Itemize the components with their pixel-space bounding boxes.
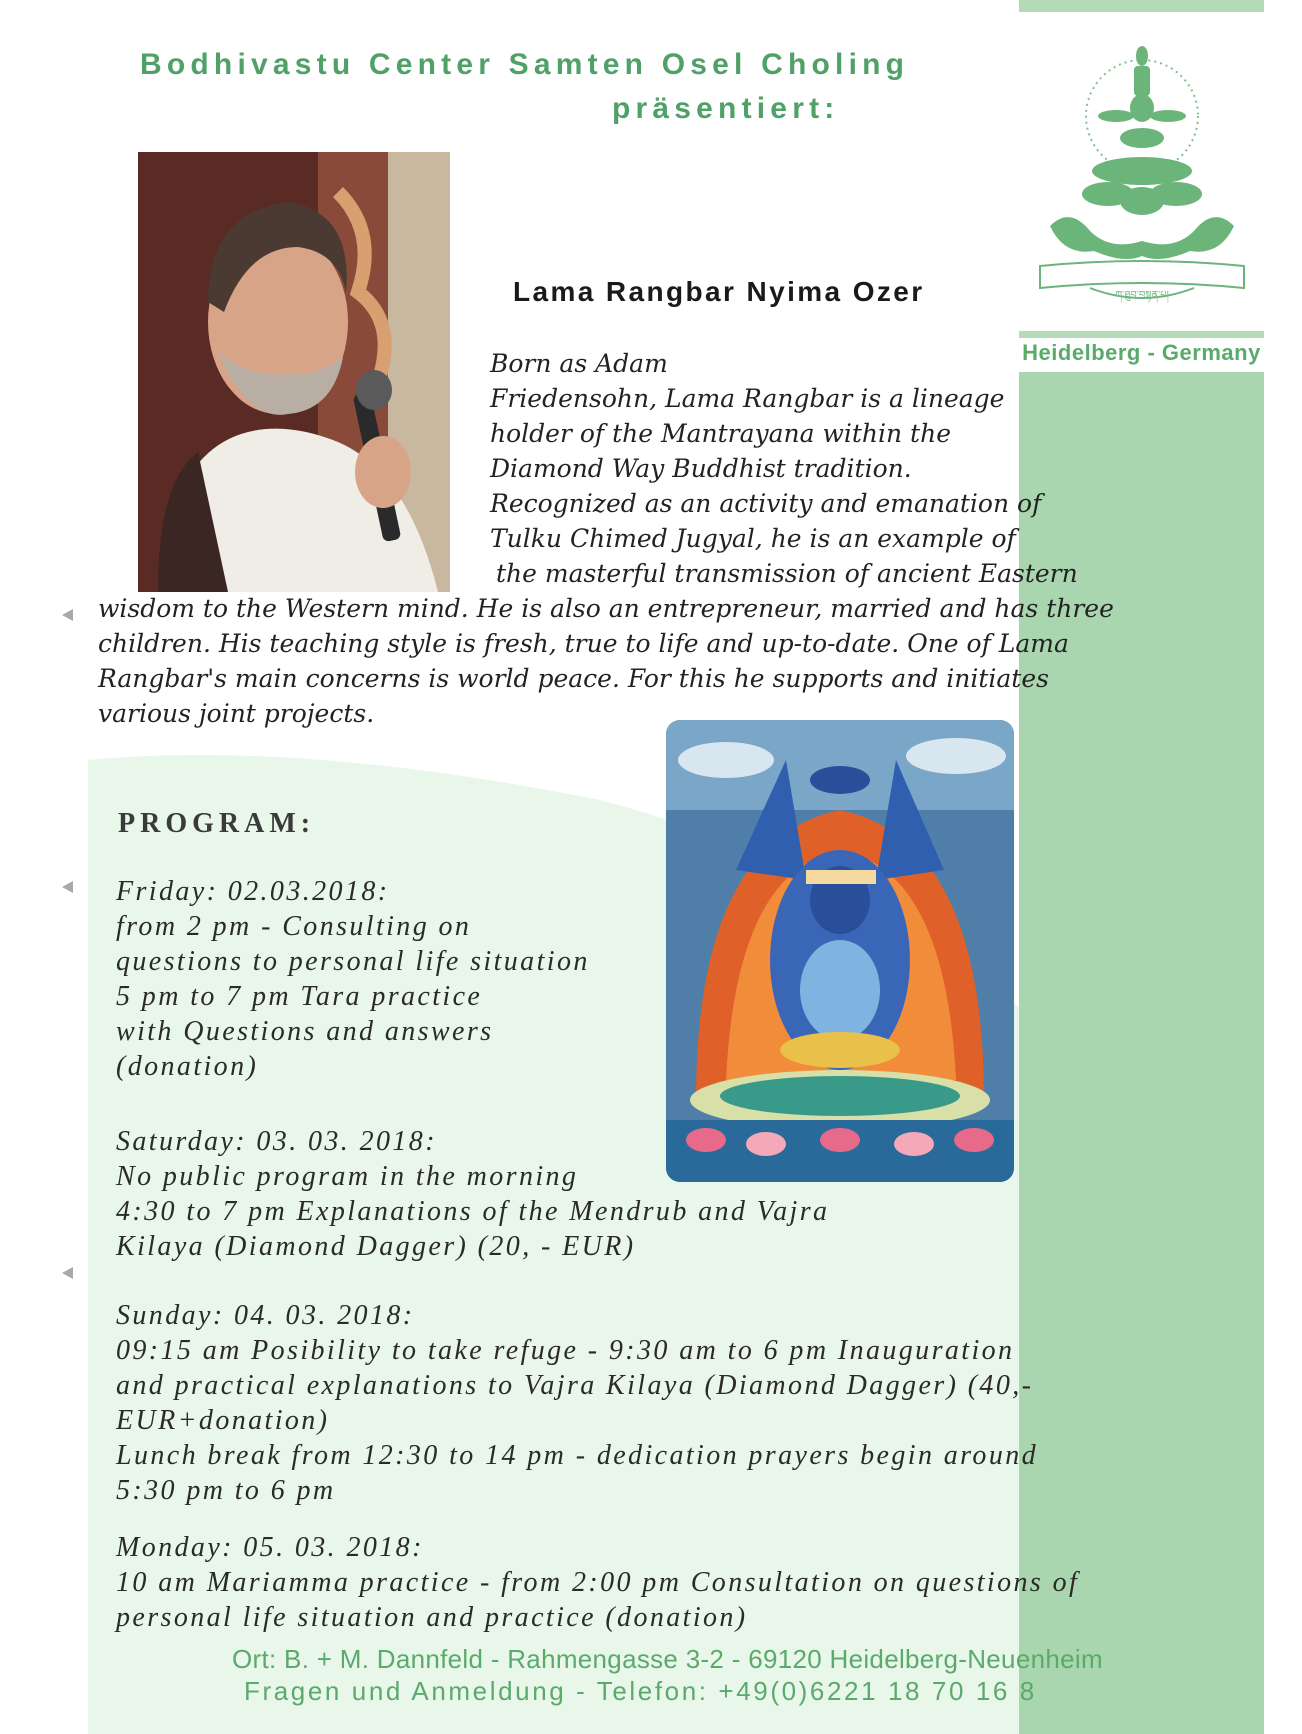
program-friday-line: (donation) — [116, 1051, 259, 1082]
bio-line: wisdom to the Western mind. He is also an entrepreneur, married and has three — [98, 594, 1114, 623]
program-title: PROGRAM: — [118, 808, 316, 839]
left-arrow-icon — [62, 1267, 73, 1279]
contact-line: Fragen und Anmeldung - Telefon: +49(0)6221 18 70 16 8 — [244, 1676, 1037, 1706]
region-label: Heidelberg - Germany — [1022, 340, 1261, 365]
program-friday-line: from 2 pm - Consulting on — [116, 911, 472, 942]
bio-line: Friedensohn, Lama Rangbar is a lineage — [490, 384, 1005, 413]
left-arrow-icon — [62, 881, 73, 893]
lotus-emblem-icon — [1030, 26, 1254, 316]
program-monday-line: Monday: 05. 03. 2018: — [116, 1532, 424, 1563]
program-sunday-line: Lunch break from 12:30 to 14 pm - dedication prayers begin around — [116, 1440, 1039, 1471]
bio-line: the masterful transmission of ancient Eastern — [496, 559, 1078, 588]
program-saturday-line: No public program in the morning — [116, 1161, 579, 1192]
program-saturday-line: Kilaya (Diamond Dagger) (20, - EUR) — [116, 1231, 636, 1262]
program-sunday-line: 09:15 am Posibility to take refuge - 9:30 am to 6 pm Inauguration — [116, 1335, 1015, 1366]
bio-line: Diamond Way Buddhist tradition. — [490, 454, 912, 483]
organizer-title: Bodhivastu Center Samten Osel Choling — [140, 48, 910, 81]
bio-line: Tulku Chimed Jugyal, he is an example of — [490, 524, 1016, 553]
svg-text:ཀ་ཐུབ་བསྟན་པ།: ཀ་ཐུབ་བསྟན་པ། — [1115, 290, 1169, 301]
green-column-divider — [1019, 331, 1264, 338]
left-arrow-icon — [62, 609, 73, 621]
program-friday-line: with Questions and answers — [116, 1016, 494, 1047]
bio-line: Rangbar's main concerns is world peace. For this he supports and initiates — [98, 664, 1049, 693]
lama-portrait-image — [138, 152, 450, 592]
program-monday-line: 10 am Mariamma practice - from 2:00 pm Consultation on questions of — [116, 1567, 1080, 1598]
program-sunday-line: EUR+donation) — [116, 1405, 330, 1436]
speaker-name: Lama Rangbar Nyima Ozer — [513, 276, 925, 307]
location-line: Ort: B. + M. Dannfeld - Rahmengasse 3-2 - 69120 Heidelberg-Neuenheim — [232, 1644, 1103, 1674]
vajrakilaya-thangka-image — [666, 720, 1014, 1182]
bio-line: Recognized as an activity and emanation of — [490, 489, 1042, 518]
program-friday-line: questions to personal life situation — [116, 946, 590, 977]
program-saturday-line: Saturday: 03. 03. 2018: — [116, 1126, 437, 1157]
program-friday-line: Friday: 02.03.2018: — [116, 876, 390, 907]
bio-line: holder of the Mantrayana within the — [490, 419, 951, 448]
green-column-top — [1019, 0, 1264, 12]
bio-line: various joint projects. — [98, 699, 375, 728]
program-friday-line: 5 pm to 7 pm Tara practice — [116, 981, 483, 1012]
presents-label: präsentiert: — [612, 92, 840, 125]
program-sunday-line: 5:30 pm to 6 pm — [116, 1475, 336, 1506]
program-saturday-line: 4:30 to 7 pm Explanations of the Mendrub and Vajra — [116, 1196, 830, 1227]
bio-line: children. His teaching style is fresh, true to life and up-to-date. One of Lama — [98, 629, 1069, 658]
program-sunday-line: Sunday: 04. 03. 2018: — [116, 1300, 415, 1331]
program-sunday-line: and practical explanations to Vajra Kilaya (Diamond Dagger) (40,- — [116, 1370, 1034, 1401]
bio-line: Born as Adam — [490, 349, 668, 378]
program-monday-line: personal life situation and practice (donation) — [116, 1602, 748, 1633]
